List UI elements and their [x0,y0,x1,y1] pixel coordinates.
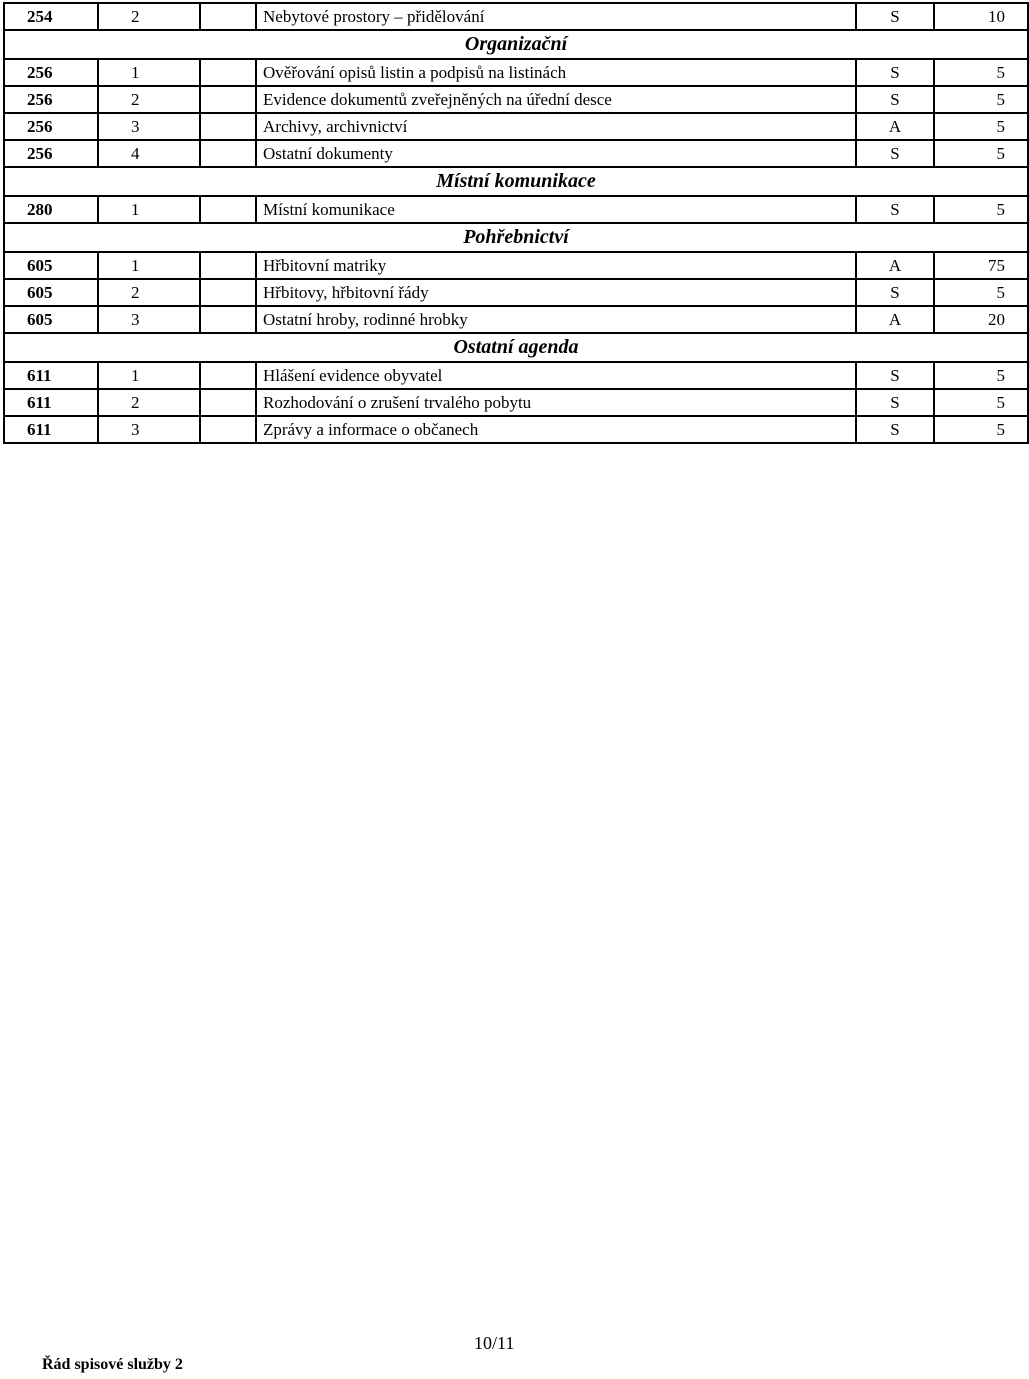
empty-cell [200,306,256,333]
retention-years-cell: 5 [934,59,1028,86]
retention-plan-body [4,3,1028,443]
empty-cell [200,416,256,443]
empty-cell [200,389,256,416]
table-row [4,252,1028,279]
section-title: Organizační [4,30,1028,59]
section-header-row [4,223,1028,252]
section-header-row [4,333,1028,362]
item-name-cell: Evidence dokumentů zveřejněných na úřední desce [256,86,856,113]
retention-mark-cell: S [856,59,934,86]
retention-mark-cell: A [856,113,934,140]
section-header-row [4,167,1028,196]
item-number-cell: 1 [98,196,200,223]
page-number: 10/11 [474,1333,515,1353]
section-header-row [4,30,1028,59]
item-name-cell: Místní komunikace [256,196,856,223]
empty-cell [200,279,256,306]
item-number-cell: 4 [98,140,200,167]
item-name-cell: Zprávy a informace o občanech [256,416,856,443]
item-name-cell: Nebytové prostory – přidělování [256,3,856,30]
empty-cell [200,113,256,140]
table-row [4,3,1028,30]
table-row [4,279,1028,306]
empty-cell [200,86,256,113]
item-number-cell: 2 [98,3,200,30]
item-name-cell: Ostatní dokumenty [256,140,856,167]
retention-years-cell: 5 [934,416,1028,443]
empty-cell [200,59,256,86]
document-name: Řád spisové služby 2 [42,1356,183,1373]
retention-mark-cell: S [856,3,934,30]
empty-cell [200,252,256,279]
retention-mark-cell: S [856,140,934,167]
empty-cell [200,140,256,167]
item-number-cell: 1 [98,59,200,86]
table-row [4,86,1028,113]
group-code-cell: 256 [4,113,98,140]
retention-years-cell: 10 [934,3,1028,30]
item-number-cell: 1 [98,252,200,279]
item-number-cell: 3 [98,306,200,333]
group-code-cell: 611 [4,362,98,389]
table-row [4,389,1028,416]
group-code-cell: 280 [4,196,98,223]
empty-cell [200,196,256,223]
retention-years-cell: 5 [934,279,1028,306]
empty-cell [200,362,256,389]
group-code-cell: 256 [4,59,98,86]
retention-years-cell: 5 [934,140,1028,167]
retention-mark-cell: A [856,252,934,279]
group-code-cell: 256 [4,140,98,167]
retention-years-cell: 75 [934,252,1028,279]
retention-years-cell: 5 [934,362,1028,389]
table-row [4,416,1028,443]
item-name-cell: Ověřování opisů listin a podpisů na listinách [256,59,856,86]
retention-mark-cell: S [856,196,934,223]
group-code-cell: 611 [4,416,98,443]
item-name-cell: Ostatní hroby, rodinné hrobky [256,306,856,333]
table-row [4,140,1028,167]
section-title: Pohřebnictví [4,223,1028,252]
table-row [4,113,1028,140]
item-name-cell: Archivy, archivnictví [256,113,856,140]
retention-mark-cell: S [856,389,934,416]
item-number-cell: 2 [98,86,200,113]
group-code-cell: 254 [4,3,98,30]
retention-plan-table [3,2,1029,444]
retention-mark-cell: S [856,416,934,443]
item-number-cell: 2 [98,389,200,416]
section-title: Ostatní agenda [4,333,1028,362]
item-number-cell: 2 [98,279,200,306]
table-row [4,196,1028,223]
retention-years-cell: 5 [934,389,1028,416]
item-name-cell: Rozhodování o zrušení trvalého pobytu [256,389,856,416]
retention-years-cell: 5 [934,113,1028,140]
group-code-cell: 256 [4,86,98,113]
item-number-cell: 3 [98,113,200,140]
section-title: Místní komunikace [4,167,1028,196]
group-code-cell: 605 [4,252,98,279]
empty-cell [200,3,256,30]
item-name-cell: Hlášení evidence obyvatel [256,362,856,389]
item-name-cell: Hřbitovní matriky [256,252,856,279]
table-row [4,306,1028,333]
retention-mark-cell: S [856,86,934,113]
item-number-cell: 1 [98,362,200,389]
retention-mark-cell: A [856,306,934,333]
item-name-cell: Hřbitovy, hřbitovní řády [256,279,856,306]
group-code-cell: 611 [4,389,98,416]
retention-years-cell: 5 [934,86,1028,113]
group-code-cell: 605 [4,279,98,306]
retention-years-cell: 5 [934,196,1028,223]
retention-mark-cell: S [856,279,934,306]
table-row [4,59,1028,86]
retention-mark-cell: S [856,362,934,389]
retention-years-cell: 20 [934,306,1028,333]
group-code-cell: 605 [4,306,98,333]
table-row [4,362,1028,389]
item-number-cell: 3 [98,416,200,443]
